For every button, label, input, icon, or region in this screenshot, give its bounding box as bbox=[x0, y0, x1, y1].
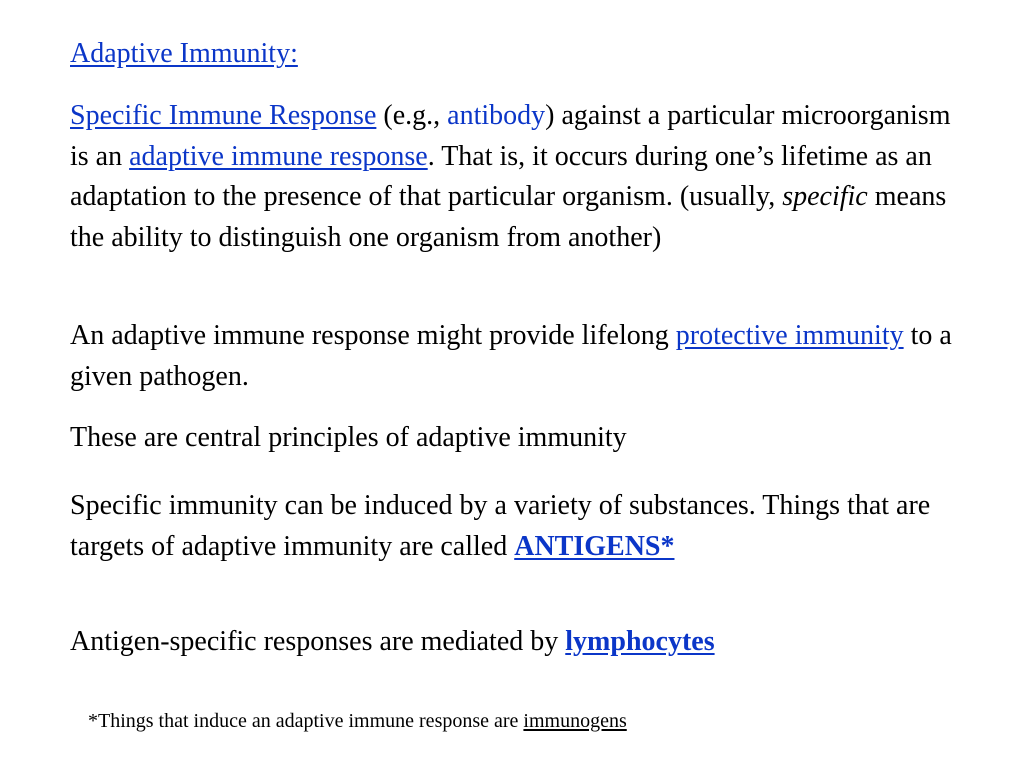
protective-immunity-link[interactable]: protective immunity bbox=[675, 320, 904, 351]
antibody-term: antibody bbox=[447, 100, 546, 131]
specific-italic-term: specific bbox=[782, 181, 868, 212]
antigens-link[interactable]: ANTIGENS* bbox=[514, 530, 675, 562]
footnote bbox=[88, 706, 627, 736]
paragraph-text: (e.g., bbox=[376, 100, 448, 131]
paragraph-text: ) against a particular microorganism is an bbox=[70, 100, 951, 172]
lymphocytes-link[interactable]: lymphocytes bbox=[565, 626, 715, 657]
paragraph-text: to a given pathogen. bbox=[70, 320, 952, 392]
immunogens-link[interactable]: immunogens bbox=[523, 710, 627, 732]
paragraph-text: An adaptive immune response might provide lifelong bbox=[70, 320, 676, 351]
paragraph-text: means the ability to distinguish one organism from another) bbox=[70, 181, 947, 253]
specific-immune-response-link[interactable]: Specific Immune Response bbox=[70, 100, 377, 131]
adaptive-immune-response-link[interactable]: adaptive immune response bbox=[129, 140, 428, 172]
paragraph-antigens bbox=[70, 486, 970, 567]
paragraph-central-principles: These are central principles of adaptive immunity bbox=[70, 422, 627, 453]
slide-heading-link[interactable]: Adaptive Immunity: bbox=[70, 38, 298, 69]
paragraph-specific-immune-response bbox=[70, 96, 970, 258]
footnote-text: *Things that induce an adaptive immune response are bbox=[88, 710, 524, 732]
paragraph-lymphocytes bbox=[70, 622, 970, 663]
paragraph-text: . That is, it occurs during one’s lifetime as an adaptation to the presence of that particular organism. (usually, bbox=[70, 140, 932, 212]
paragraph-text: Specific immunity can be induced by a variety of substances. Things that are targets of adaptive immunity are called bbox=[70, 490, 931, 562]
paragraph-text: Antigen-specific responses are mediated by bbox=[70, 626, 566, 657]
paragraph-protective-immunity bbox=[70, 316, 970, 397]
